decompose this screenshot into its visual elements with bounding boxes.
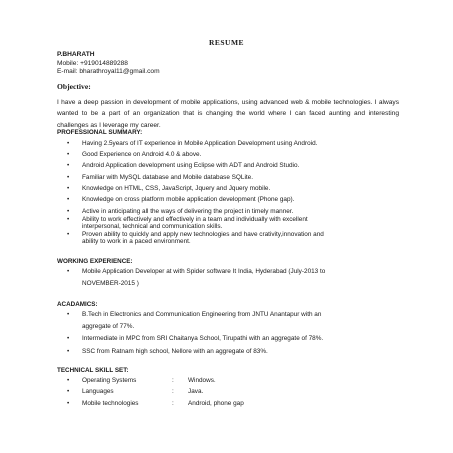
- list-item: • Knowledge on cross platform mobile application development (Phone gap).: [67, 194, 317, 205]
- bullet-icon: •: [67, 230, 70, 238]
- skills-list: [67, 375, 244, 409]
- list-item: • Android Application development using Eclipse with ADT and Android Studio.: [67, 160, 317, 171]
- mobile-number: Mobile: +919014889288: [57, 59, 128, 67]
- bullet-icon: •: [67, 377, 70, 384]
- list-item: • Knowledge on HTML, CSS, JavaScript, Jquery and Jquery mobile.: [67, 183, 317, 194]
- academics-list: [67, 309, 323, 358]
- list-item: • Intermediate in MPC from SRI Chaitanya School, Tirupathi with an aggregate of 78%.: [67, 333, 323, 345]
- bullet-icon: •: [67, 162, 70, 170]
- bullet-icon: •: [67, 215, 70, 223]
- bullet-icon: •: [67, 311, 70, 318]
- bullet-icon: •: [67, 151, 70, 159]
- contact-block: [57, 51, 160, 77]
- list-item: • Proven ability to quickly and apply new technologies and have crativity,innovation and: [67, 230, 324, 238]
- list-item: • Having 2.5years of IT experience in Mobile Application Development using Android.: [67, 138, 317, 149]
- bullet-icon: •: [67, 140, 70, 147]
- objective-text: I have a deep passion in development of mobile applications, using advanced web & mobile technologies. I always wanted to be a part of an organization that is changing the world where I can faced aunting and interesting challenges as I leverage my career.: [57, 99, 399, 129]
- list-item: • Mobile Application Developer at with Spider software It India, Hyderabad (July-2013 to: [67, 266, 325, 278]
- experience-heading: WORKING EXPERIENCE:: [57, 258, 133, 265]
- bullet-icon: •: [67, 208, 70, 215]
- experience-list: [67, 266, 325, 290]
- list-item: • Mobile technologies : Android, phone gap: [67, 398, 244, 409]
- list-item: NOVEMBER-2015 ): [82, 280, 139, 288]
- bullet-icon: •: [67, 196, 70, 204]
- skills-heading: TECHNICAL SKILL SET:: [57, 367, 129, 374]
- summary-list-2: [67, 208, 324, 246]
- summary-heading: PROFESSIONAL SUMMARY:: [57, 129, 143, 136]
- list-item: • Active in anticipating all the ways of delivering the project in timely manner.: [67, 208, 294, 215]
- bullet-icon: •: [67, 388, 70, 396]
- candidate-name: P.BHARATH: [57, 51, 95, 58]
- bullet-icon: •: [67, 184, 70, 192]
- summary-list-1: [67, 138, 317, 205]
- bullet-icon: •: [67, 173, 70, 181]
- list-item: • SSC from Ratnam high school, Nellore with an aggregate of 83%.: [67, 346, 323, 358]
- academics-heading: ACADAMICS:: [57, 301, 98, 308]
- list-item: • Good Experience on Android 4.0 & above.: [67, 149, 317, 160]
- list-item: • Familiar with MySQL database and Mobile database SQLite.: [67, 172, 317, 183]
- objective-heading: Objective:: [57, 82, 91, 91]
- bullet-icon: •: [67, 268, 70, 275]
- list-item: aggregate of 77%.: [82, 323, 135, 331]
- bullet-icon: •: [67, 347, 70, 355]
- email-address: E-mail: bharathroyal11@gmail.com: [57, 68, 160, 76]
- bullet-icon: •: [67, 399, 70, 407]
- list-item: interpersonal, technical and communication skills.: [82, 223, 223, 231]
- list-item: • B.Tech in Electronics and Communication Engineering from JNTU Anantapur with an: [67, 309, 323, 321]
- list-item: • Languages : Java.: [67, 386, 244, 397]
- resume-title: RESUME: [208, 38, 245, 47]
- list-item: • Ability to work effectively and effectively in a team and individually with excellent: [67, 215, 308, 223]
- bullet-icon: •: [67, 335, 70, 343]
- list-item: • Operating Systems : Windows.: [67, 375, 244, 386]
- list-item: ability to work in a paced environment.: [82, 238, 191, 246]
